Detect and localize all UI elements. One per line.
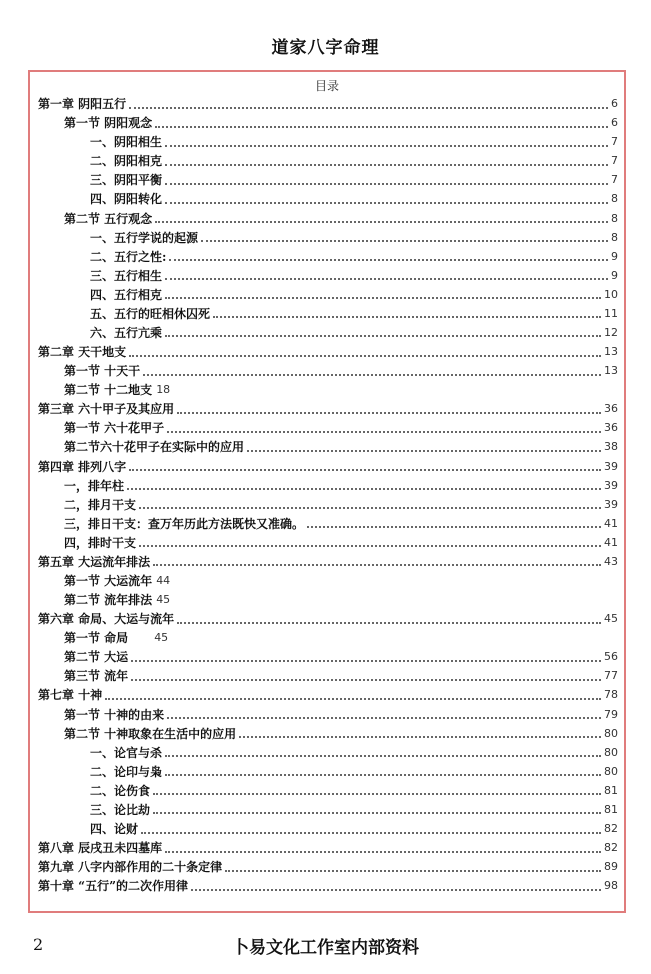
toc-leader-dots [307,526,601,528]
toc-entry[interactable] [30,609,624,628]
toc-entry-page: 11 [604,306,618,320]
toc-entry[interactable] [30,857,624,876]
toc-leader-dots [165,164,608,166]
toc-entry[interactable] [30,151,624,170]
toc-entry-title: 第一节 十神的由来 [64,707,165,722]
toc-entry[interactable] [30,437,624,456]
footer-text: 卜易文化工作室内部资料 [232,938,419,958]
toc-entry-page: 36 [604,402,618,416]
toc-entry-page: 13 [604,345,618,359]
toc-leader-dots [165,202,608,204]
toc-leader-dots [165,145,608,147]
toc-entry[interactable] [30,285,624,304]
toc-entry-title: 一，排年柱 [64,478,125,493]
toc-entry-title: 四，排时干支 [64,535,137,550]
toc-entry-page: 7 [611,135,618,149]
toc-entry[interactable] [30,247,624,266]
toc-entry-title: 第十章 “五行”的二次作用律 [38,879,188,894]
toc-entry-page: 41 [604,535,618,549]
toc-entry[interactable] [30,743,624,762]
toc-leader-dots [165,297,601,299]
toc-entry[interactable] [30,838,624,857]
toc-leader-dots [167,717,601,719]
toc-entry-title: 第一节 六十花甲子 [64,421,165,436]
toc-leader-dots [225,870,601,872]
toc-leader-dots [153,793,601,795]
toc-entry[interactable] [30,323,624,342]
toc-leader-dots [127,488,601,490]
toc-heading: 目录 [314,79,339,93]
toc-entry-title: 三，排日干支：查万年历此方法既快又准确。 [64,516,305,531]
toc-entry[interactable] [30,552,624,571]
toc-entry-page: 80 [604,745,618,759]
toc-entry-page: 38 [604,440,618,454]
toc-entry-title: 第八章 辰戌丑未四墓库 [38,841,163,856]
toc-entry-title: 第三节 流年 [64,669,129,684]
toc-leader-dots [143,374,601,376]
toc-leader-dots [165,183,608,185]
toc-entry-title: 二、论伤食 [90,783,151,798]
toc-leader-dots [129,107,608,109]
toc-entry[interactable] [30,304,624,323]
toc-entry[interactable] [30,113,624,132]
toc-entry-page: 9 [611,268,618,282]
toc-entry[interactable] [30,476,624,495]
toc-leader-dots [141,832,601,834]
toc-entry-page: 80 [604,726,618,740]
toc-entry-page: 39 [604,497,618,511]
toc-entry-page: 7 [611,154,618,168]
toc-leader-dots [153,564,601,566]
toc-entry[interactable] [30,590,624,609]
toc-leader-dots [129,355,601,357]
toc-entry[interactable] [30,266,624,285]
toc-entry-page: 13 [604,364,618,378]
toc-leader-dots [131,660,601,662]
toc-entry-page: 8 [611,192,618,206]
toc-leader-dots [191,889,601,891]
toc-entry-page: 82 [604,841,618,855]
toc-entry-title: 第四章 排列八字 [38,459,127,474]
toc-entry-title: 第二节六十花甲子在实际中的应用 [64,440,245,455]
toc-entry-page: 8 [611,230,618,244]
toc-entry[interactable] [30,228,624,247]
toc-entry[interactable] [30,342,624,361]
toc-entry-page: 36 [604,421,618,435]
toc-entry-title: 一、阴阳相生 [90,135,163,150]
toc-entry[interactable] [30,705,624,724]
toc-entry-title: 第一节 十天干 [64,364,141,379]
toc-leader-dots [105,698,601,700]
toc-leader-dots [247,450,601,452]
toc-entry-page: 6 [611,116,618,130]
toc-leader-dots [139,507,601,509]
toc-entry[interactable] [30,571,624,590]
page-number: 2 [33,935,44,954]
toc-entry-page: 8 [611,211,618,225]
toc-entry-title: 第二章 天干地支 [38,345,127,360]
table-of-contents [28,70,626,913]
toc-entry-page: 81 [604,783,618,797]
toc-entry-title: 第五章 大运流年排法 [38,554,151,569]
toc-entry-page: 10 [604,287,618,301]
toc-leader-dots [155,221,608,223]
toc-entry[interactable] [30,380,624,399]
toc-entry-page: 41 [604,516,618,530]
toc-entry[interactable] [30,495,624,514]
toc-entry-page: 80 [604,764,618,778]
toc-leader-dots [165,335,601,337]
toc-entry-title: 三、论比劫 [90,802,151,817]
toc-entry-title: 第一节 命局 [64,631,129,646]
toc-entry[interactable] [30,208,624,227]
toc-entry-title: 第二节 流年排法 [64,593,153,608]
toc-list [30,94,624,895]
toc-entry-title: 二，排月干支 [64,497,137,512]
toc-entry-page: 98 [604,879,618,893]
toc-entry[interactable] [30,724,624,743]
toc-entry-page: 43 [604,554,618,568]
toc-entry-page: 39 [604,478,618,492]
toc-entry-title: 第七章 十神 [38,688,103,703]
toc-entry-title: 一、五行学说的起源 [90,230,199,245]
toc-entry[interactable] [30,189,624,208]
toc-entry-page: 81 [604,802,618,816]
toc-entry-page: 44 [156,573,171,587]
toc-leader-dots [155,126,608,128]
toc-entry-title: 一、论官与杀 [90,745,163,760]
toc-leader-dots [153,812,601,814]
toc-entry-title: 第二节 五行观念 [64,211,153,226]
toc-entry-title: 二、论印与枭 [90,764,163,779]
toc-entry[interactable] [30,685,624,704]
toc-leader-dots [129,469,601,471]
toc-entry[interactable] [30,361,624,380]
toc-leader-dots [239,736,601,738]
toc-entry-page: 45 [604,612,618,626]
toc-entry-page: 79 [604,707,618,721]
toc-entry-page: 6 [611,97,618,111]
toc-entry-page: 12 [604,325,618,339]
book-title: 道家八字命理 [271,38,380,58]
toc-entry[interactable] [30,533,624,552]
toc-leader-dots [177,622,601,624]
toc-entry-title: 第二节 十二地支 [64,383,153,398]
toc-entry-page: 89 [604,860,618,874]
toc-entry[interactable] [30,418,624,437]
toc-entry-title: 四、五行相克 [90,287,163,302]
toc-entry[interactable] [30,399,624,418]
toc-entry-title: 五、五行的旺相休囚死 [90,306,211,321]
toc-leader-dots [167,431,601,433]
toc-entry-title: 四、阴阳转化 [90,192,163,207]
toc-entry-page: 7 [611,173,618,187]
toc-entry-page: 39 [604,459,618,473]
toc-entry-page: 77 [604,669,618,683]
toc-entry[interactable] [30,456,624,475]
toc-leader-dots [169,259,608,261]
toc-entry-title: 第九章 八字内部作用的二十条定律 [38,860,223,875]
toc-entry-title: 三、五行相生 [90,268,163,283]
toc-leader-dots [165,278,608,280]
toc-leader-dots [177,412,601,414]
toc-entry-title: 六、五行亢乘 [90,325,163,340]
toc-entry-page: 78 [604,688,618,702]
toc-entry[interactable] [30,876,624,895]
toc-leader-dots [131,679,601,681]
toc-entry[interactable] [30,628,624,647]
toc-leader-dots [165,774,601,776]
toc-entry-title: 二、阴阳相克 [90,154,163,169]
toc-entry-title: 三、阴阳平衡 [90,173,163,188]
toc-entry-page: 56 [604,650,618,664]
toc-entry[interactable] [30,819,624,838]
toc-leader-dots [201,240,608,242]
toc-leader-dots [139,545,601,547]
toc-entry-title: 第六章 命局、大运与流年 [38,612,175,627]
toc-entry[interactable] [30,647,624,666]
toc-entry[interactable] [30,800,624,819]
toc-entry-page: 82 [604,822,618,835]
toc-leader-dots [213,316,601,318]
toc-entry[interactable] [30,781,624,800]
toc-entry-page: 18 [156,383,171,397]
toc-entry-title: 第二节 十神取象在生活中的应用 [64,726,237,741]
toc-entry[interactable] [30,94,624,113]
toc-entry-title: 第三章 六十甲子及其应用 [38,402,175,417]
toc-entry[interactable] [30,132,624,151]
toc-entry-page: 9 [611,249,618,263]
toc-entry-title: 二、五行之性: [90,249,167,264]
toc-entry[interactable] [30,666,624,685]
toc-entry[interactable] [30,170,624,189]
toc-entry-page: 45 [154,631,169,645]
toc-entry-title: 第一章 阴阳五行 [38,97,127,112]
toc-entry[interactable] [30,514,624,533]
toc-leader-dots [165,755,601,757]
toc-entry-title: 第一节 阴阳观念 [64,116,153,131]
toc-entry-title: 四、论财 [90,822,139,836]
toc-leader-dots [165,851,601,853]
toc-entry[interactable] [30,762,624,781]
toc-entry-page: 45 [156,593,171,607]
toc-entry-title: 第一节 大运流年 [64,573,153,588]
toc-entry-title: 第二节 大运 [64,650,129,665]
